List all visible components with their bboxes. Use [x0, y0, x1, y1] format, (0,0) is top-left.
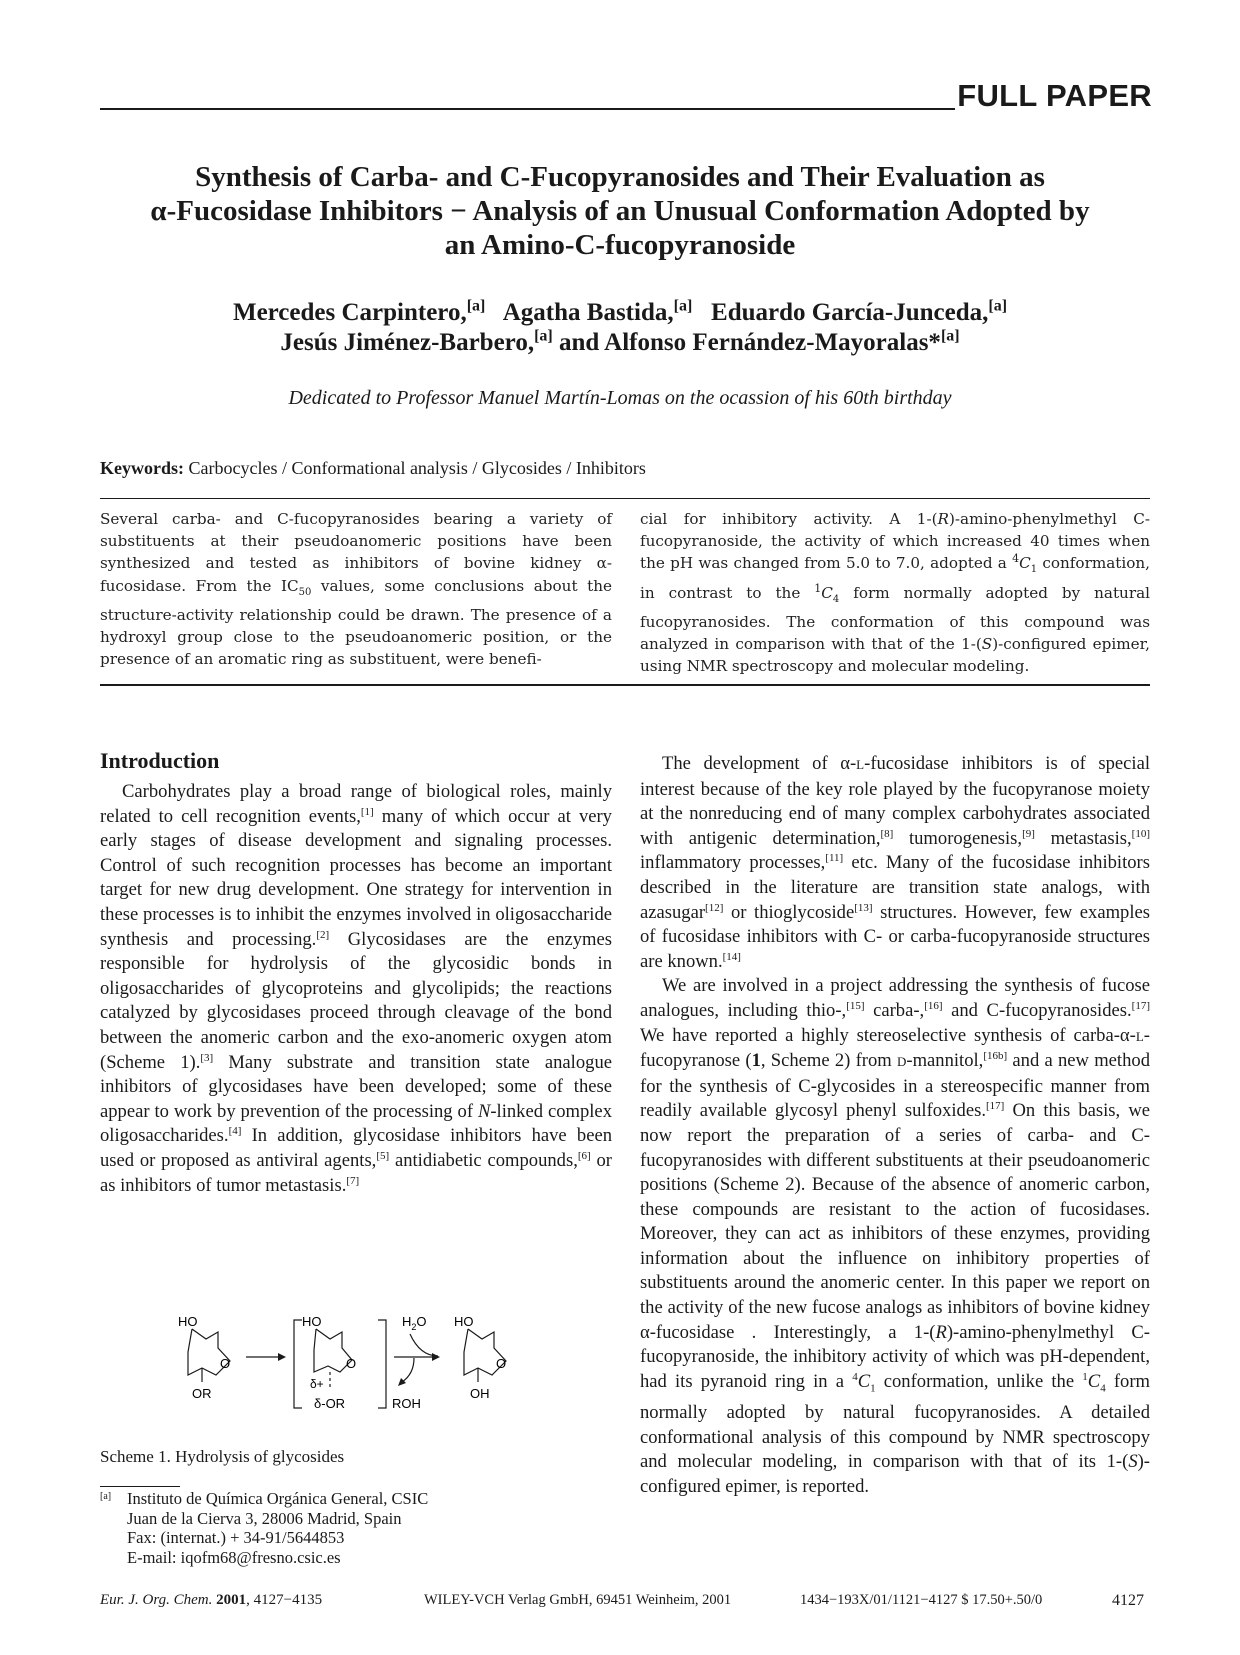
leaving-group-arrow — [402, 1358, 414, 1382]
journal-pages: , 4127−4135 — [246, 1592, 323, 1608]
ring-label: OH — [470, 1386, 490, 1401]
affiliation-footnote — [100, 1489, 428, 1567]
water-arrow — [410, 1334, 438, 1356]
author-name: Jesús Jiménez-Barbero, — [280, 329, 535, 356]
scheme-caption: Scheme 1. Hydrolysis of glycosides — [100, 1447, 345, 1466]
footer-publisher: WILEY-VCH Verlag GmbH, 69451 Weinheim, 2001 — [424, 1592, 732, 1608]
section-heading: Introduction — [100, 748, 220, 773]
citation: [4] — [228, 1125, 242, 1138]
ring-label: HO — [454, 1314, 474, 1329]
dedication: Dedicated to Professor Manuel Martín-Lomas on the ocassion of his 60th birthday — [288, 387, 952, 409]
journal-year: 2001 — [216, 1592, 247, 1608]
header-rule — [100, 108, 955, 110]
citation: [10] — [1131, 827, 1150, 840]
footnote-line: Instituto de Química Orgánica General, CSIC — [127, 1489, 429, 1508]
footnote-line: Juan de la Cierva 3, 28006 Madrid, Spain — [127, 1508, 402, 1528]
title-line: α-Fucosidase Inhibitors − Analysis of an Unusual Conformation Adopted by — [150, 195, 1090, 227]
footnote-line: E-mail: iqofm68@fresno.csic.es — [127, 1547, 341, 1567]
ring-label: O — [346, 1356, 357, 1371]
citation: [1] — [360, 805, 374, 818]
keywords-label: Keywords: — [100, 458, 184, 478]
bracket-right — [378, 1320, 386, 1408]
bracket-left — [294, 1320, 302, 1408]
affiliation-mark: [a] — [534, 327, 553, 345]
paragraph: We are involved in a project addressing the synthesis of fucose analogues, including thio-,[15] carba-,[16] and C-fucopyranosides.[17] We have reported a highly stereoselective synthesis of carba-α-L-fucopyranose (1, Scheme 2) from D-mannitol,[16b] and a new method for the synthesis of C-glycosides in a stereospecific manner from readily available glycosyl phenyl sulfoxides.[17] On this basis, we now report the preparation of a series of carba- and C-fucopyranosides with different substituents at their pseudoanomeric positions (Scheme 2). Because of the absence of anomeric carbon, these compounds are resistant to the action of fucosidases. Moreover, they can act as inhibitors of these enzymes, providing information about the influence on inhibitory properties of substituents around the anomeric center. In this paper we report on the activity of the new fucose analogs as inhibitors of bovine kidney α-fucosidase . Interestingly, a 1-(R)-amino-phenylmethyl C-fucopyranoside, the inhibitory activity of which was pH-dependent, had its pyranoid ring in a $^4C_1$ conformation, unlike the $^1C_4$ form normally adopted by natural fucopyranosides. A detailed conformational analysis of this compound by NMR spectroscopy and molecular modeling, in comparison with that of its 1-(S)-configured epimer, is reported. — [640, 975, 1150, 1497]
title-line: Synthesis of Carba- and C-Fucopyranosides and Their Evaluation as — [195, 161, 1045, 193]
affiliation-mark: [a] — [466, 297, 486, 315]
paragraph: Carbohydrates play a broad range of biological roles, mainly related to cell recognition events,[1] many of which occur at very early stages of disease development and signaling processes. Control of such recognition processes has become an important target for new drug development. One strategy for intervention in these processes is to inhibit the enzymes involved in oligosaccharide synthesis and processing.[2] Glycosidases are the enzymes responsible for hydrolysis of the glycosidic bonds in oligosaccharides of glycoproteins and glycolipids; the reactions catalyzed by glycosidases proceed through cleavage of the bond between the anomeric carbon and the exo-anomeric oxygen atom (Scheme 1).[3] Many substrate and transition state analogue inhibitors of glycosidases have been developed; some of these appear to work by prevention of the processing of N-linked complex oligosaccharides.[4] In addition, glycosidase inhibitors have been used or proposed as antiviral agents,[5] antidiabetic compounds,[6] or as inhibitors of tumor metastasis.[7] — [100, 781, 612, 1196]
ring-label: δ+ — [310, 1377, 324, 1391]
article-title — [100, 160, 1140, 262]
section-label: FULL PAPER — [957, 78, 1152, 113]
abstract-right-column: cial for inhibitory activity. A 1-(R)-amino-phenylmethyl C-fucopyranoside, the activity of which increased 40 times when the pH was changed from 5.0 to 7.0, adopted a $^4C_1$ conformation, in contrast to the $^1C_4$ form normally adopted by natural fucopyranosides. The conformation of this compound was analyzed in comparison with that of the 1-(S)-configured epimer, using NMR spectroscopy and molecular modeling. — [640, 510, 1151, 676]
citation: [9] — [1022, 827, 1035, 840]
abstract-top-rule — [100, 498, 1150, 499]
ring-label: O — [496, 1356, 507, 1371]
author-list — [100, 298, 1140, 358]
author-name: Mercedes Carpintero, — [232, 299, 467, 326]
product-label: ROH — [392, 1396, 421, 1411]
abstract-left-column: Several carba- and C-fucopyranosides bearing a variety of substituents at their pseudoanomeric positions have been synthesized and tested as inhibitors of bovine kidney α-fucosidase. From the $IC_{50}$ values, some conclusions about the structure-activity relationship could be drawn. The presence of a hydroxyl group close to the pseudoanomeric position, or the presence of an aromatic ring as substituent, were benefi- — [100, 510, 612, 669]
ring-label: HO — [302, 1314, 322, 1329]
keywords-list: Carbocycles / Conformational analysis / Glycosides / Inhibitors — [188, 458, 646, 478]
citation: [17] — [986, 1100, 1005, 1113]
keywords — [100, 458, 646, 479]
title-line: an Amino-C-fucopyranoside — [444, 229, 796, 261]
arrow-head — [432, 1353, 440, 1361]
citation: [2] — [316, 928, 330, 941]
citation: [12] — [705, 901, 724, 914]
citation: [13] — [854, 901, 873, 914]
paragraph: The development of α-L-fucosidase inhibitors is of special interest because of the key role played by the fucopyranose moiety at the nonreducing end of many complex carbohydrates associated with antigenic determination,[8] tumorogenesis,[9] metastasis,[10] inflammatory processes,[11] etc. Many of the fucosidase inhibitors described in the literature are transition state analogs, with azasugar[12] or thioglycoside[13] structures. However, few examples of fucosidase inhibitors with C- or carba-fucopyranoside structures are known.[14] — [640, 753, 1150, 972]
citation: [15] — [846, 999, 865, 1012]
ring-label: HO — [178, 1314, 198, 1329]
citation: [14] — [722, 950, 741, 963]
citation: [11] — [825, 852, 844, 865]
affiliation-mark: [a] — [988, 297, 1008, 315]
footnote-rule — [100, 1486, 180, 1487]
citation: [7] — [346, 1174, 360, 1187]
citation: [6] — [577, 1149, 591, 1162]
arrow-head — [278, 1353, 286, 1361]
body-right-column — [640, 752, 1150, 1500]
reagent-label: $H_2O$ — [402, 1314, 427, 1332]
footer-code: 1434−193X/01/1121−4127 $ 17.50+.50/0 — [800, 1592, 1043, 1608]
abstract-bottom-rule — [100, 684, 1150, 686]
citation: [17] — [1131, 999, 1150, 1012]
affiliation-mark: [a] — [673, 297, 693, 315]
author-name: Eduardo García-Junceda, — [711, 299, 989, 326]
ring-label: δ-OR — [314, 1396, 346, 1411]
citation: [16] — [924, 999, 943, 1012]
citation: [16b] — [983, 1049, 1008, 1062]
page-number: 4127 — [1112, 1592, 1144, 1609]
footnote-line: Fax: (internat.) + 34-91/5644853 — [127, 1528, 345, 1547]
citation: [5] — [376, 1149, 390, 1162]
author-name: and Alfonso Fernández-Mayoralas* — [558, 329, 941, 356]
ring-label: O — [220, 1356, 231, 1371]
footnote-mark: [a] — [100, 1491, 112, 1502]
affiliation-mark: [a] — [940, 327, 960, 345]
author-name: Agatha Bastida, — [502, 299, 674, 326]
ring-label: OR — [192, 1386, 212, 1401]
body-left-column — [100, 780, 612, 1198]
scheme-1-diagram — [170, 1312, 590, 1442]
footer-citation — [100, 1592, 322, 1609]
citation: [8] — [880, 827, 894, 840]
journal-name: Eur. J. Org. Chem. — [100, 1592, 213, 1608]
citation: [3] — [200, 1051, 214, 1064]
